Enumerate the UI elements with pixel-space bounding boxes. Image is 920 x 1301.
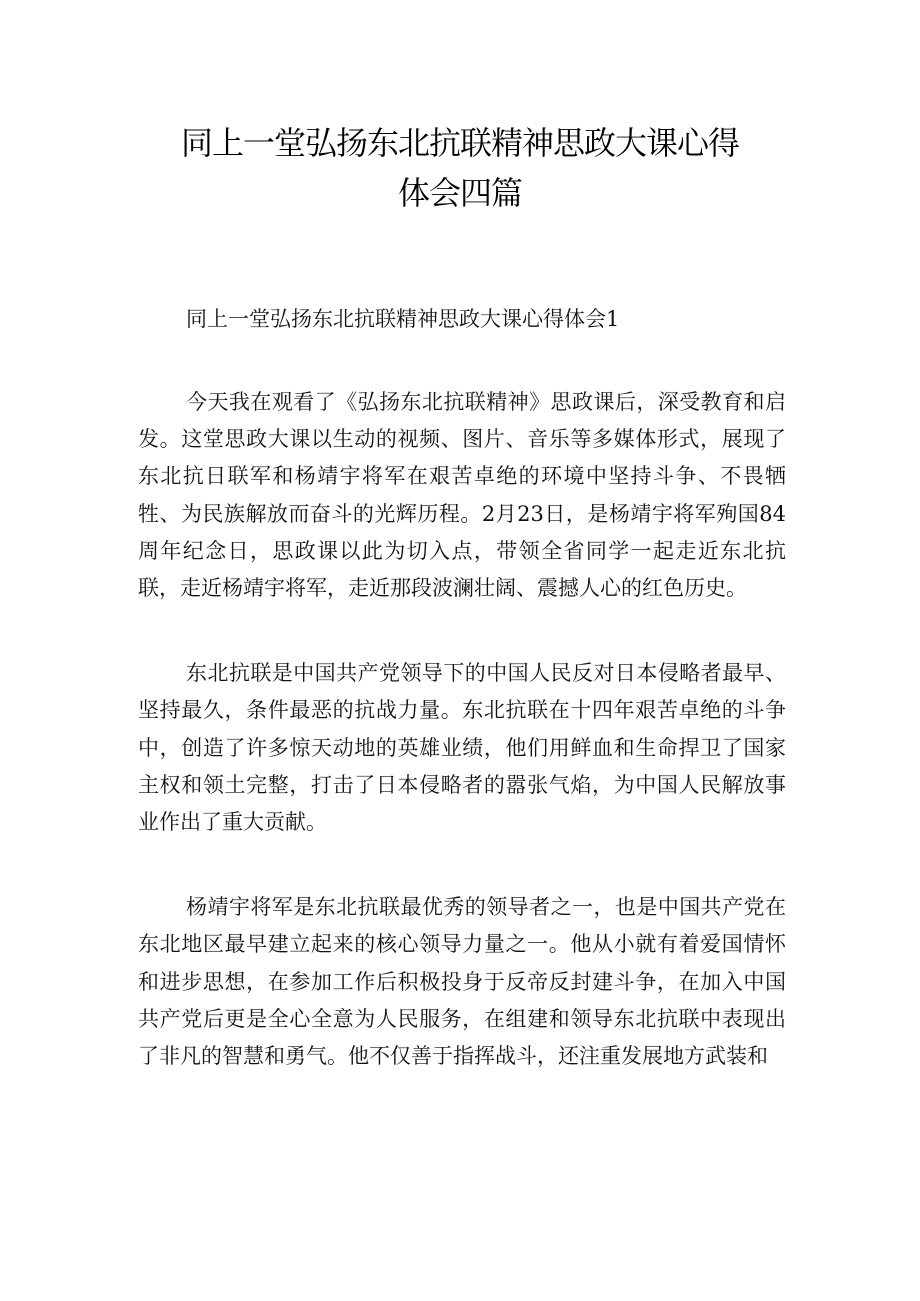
document-title: [110, 118, 810, 218]
document-title-line-1: 同上一堂弘扬东北抗联精神思政大课心得: [180, 124, 739, 162]
paragraph-3: 杨靖宇将军是东北抗联最优秀的领导者之一，也是中国共产党在东北地区最早建立起来的核心领导力量之一。他从小就有着爱国情怀和进步思想，在参加工作后积极投身于反帝反封建斗争，在加入中国共产党后更是全心全意为人民服务，在组建和领导东北抗联中表现出了非凡的智慧和勇气。他不仅善于指挥战斗，还注重发展地方武装和: [138, 895, 786, 1069]
document-body: [138, 294, 786, 1075]
paragraph-1: 今天我在观看了《弘扬东北抗联精神》思政课后，深受教育和启发。这堂思政大课以生动的视频、图片、音乐等多媒体形式，展现了东北抗日联军和杨靖宇将军在艰苦卓绝的环境中坚持斗争、不畏牺牲、为民族解放而奋斗的光辉历程。2月23日，是杨靖宇将军殉国84周年纪念日，思政课以此为切入点，带领全省同学一起走近东北抗联，走近杨靖宇将军，走近那段波澜壮阔、震撼人心的红色历史。: [138, 390, 786, 601]
section-heading: 同上一堂弘扬东北抗联精神思政大课心得体会1: [186, 307, 620, 331]
document-title-line-2: 体会四篇: [397, 174, 522, 212]
paragraph-2: 东北抗联是中国共产党领导下的中国人民反对日本侵略者最早、坚持最久，条件最恶的抗战力量。东北抗联在十四年艰苦卓绝的斗争中，创造了许多惊天动地的英雄业绩，他们用鲜血和生命捍卫了国家主权和领土完整，打击了日本侵略者的嚣张气焰，为中国人民解放事业作出了重大贡献。: [138, 661, 786, 835]
